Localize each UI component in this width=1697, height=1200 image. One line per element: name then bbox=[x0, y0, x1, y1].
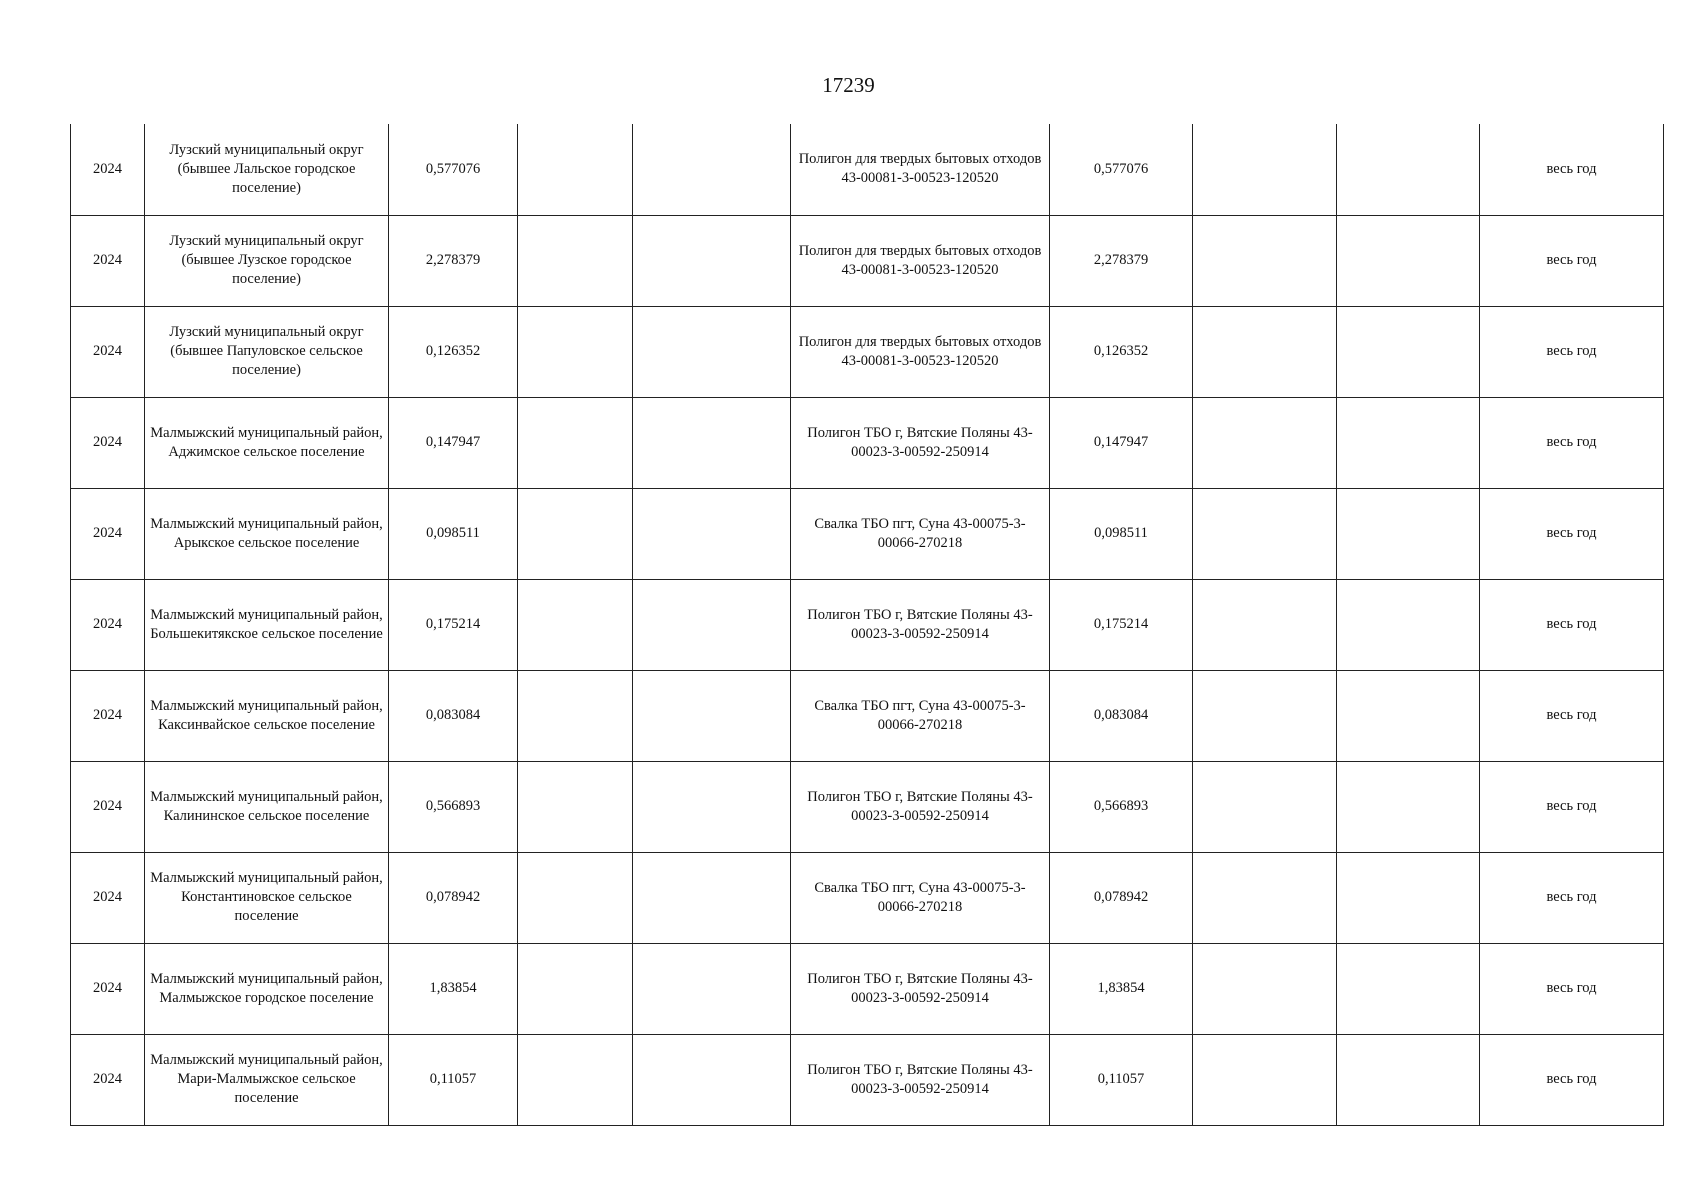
table-row bbox=[71, 943, 1664, 1034]
empty-cell bbox=[633, 1034, 791, 1125]
facility-volume-cell: 0,11057 bbox=[1050, 1034, 1193, 1125]
territory-cell: Малмыжский муниципальный район, Каксинвайское сельское поселение bbox=[145, 670, 389, 761]
volume-cell: 0,577076 bbox=[389, 124, 518, 215]
facility-volume-cell: 0,577076 bbox=[1050, 124, 1193, 215]
table-row bbox=[71, 215, 1664, 306]
period-cell: весь год bbox=[1480, 579, 1664, 670]
volume-cell: 0,126352 bbox=[389, 306, 518, 397]
period-cell: весь год bbox=[1480, 306, 1664, 397]
empty-cell bbox=[1337, 1034, 1480, 1125]
empty-cell bbox=[518, 215, 633, 306]
empty-cell bbox=[1193, 943, 1337, 1034]
period-cell: весь год bbox=[1480, 943, 1664, 1034]
empty-cell bbox=[1193, 852, 1337, 943]
territory-cell: Малмыжский муниципальный район, Арыкское сельское поселение bbox=[145, 488, 389, 579]
facility-volume-cell: 0,175214 bbox=[1050, 579, 1193, 670]
empty-cell bbox=[1337, 124, 1480, 215]
period-cell: весь год bbox=[1480, 852, 1664, 943]
table-body bbox=[71, 124, 1664, 1125]
empty-cell bbox=[1193, 670, 1337, 761]
facility-cell: Полигон ТБО г, Вятские Поляны 43-00023-3-00592-250914 bbox=[791, 1034, 1050, 1125]
table-row bbox=[71, 124, 1664, 215]
facility-cell: Свалка ТБО пгт, Суна 43-00075-3-00066-270218 bbox=[791, 670, 1050, 761]
volume-cell: 0,11057 bbox=[389, 1034, 518, 1125]
facility-cell: Полигон ТБО г, Вятские Поляны 43-00023-3-00592-250914 bbox=[791, 579, 1050, 670]
year-cell: 2024 bbox=[71, 397, 145, 488]
empty-cell bbox=[518, 761, 633, 852]
empty-cell bbox=[633, 943, 791, 1034]
empty-cell bbox=[1193, 1034, 1337, 1125]
facility-cell: Полигон для твердых бытовых отходов 43-00081-3-00523-120520 bbox=[791, 124, 1050, 215]
facility-volume-cell: 0,566893 bbox=[1050, 761, 1193, 852]
year-cell: 2024 bbox=[71, 1034, 145, 1125]
empty-cell bbox=[633, 488, 791, 579]
empty-cell bbox=[1337, 488, 1480, 579]
territory-cell: Малмыжский муниципальный район, Мари-Малмыжское сельское поселение bbox=[145, 1034, 389, 1125]
territory-cell: Малмыжский муниципальный район, Калининское сельское поселение bbox=[145, 761, 389, 852]
year-cell: 2024 bbox=[71, 943, 145, 1034]
table-row bbox=[71, 1034, 1664, 1125]
volume-cell: 0,083084 bbox=[389, 670, 518, 761]
empty-cell bbox=[1193, 488, 1337, 579]
period-cell: весь год bbox=[1480, 397, 1664, 488]
empty-cell bbox=[518, 943, 633, 1034]
volume-cell: 2,278379 bbox=[389, 215, 518, 306]
facility-cell: Полигон ТБО г, Вятские Поляны 43-00023-3-00592-250914 bbox=[791, 943, 1050, 1034]
empty-cell bbox=[633, 761, 791, 852]
year-cell: 2024 bbox=[71, 215, 145, 306]
volume-cell: 0,098511 bbox=[389, 488, 518, 579]
empty-cell bbox=[1337, 852, 1480, 943]
facility-cell: Полигон ТБО г, Вятские Поляны 43-00023-3-00592-250914 bbox=[791, 761, 1050, 852]
empty-cell bbox=[518, 306, 633, 397]
empty-cell bbox=[1337, 306, 1480, 397]
period-cell: весь год bbox=[1480, 1034, 1664, 1125]
period-cell: весь год bbox=[1480, 670, 1664, 761]
year-cell: 2024 bbox=[71, 852, 145, 943]
empty-cell bbox=[633, 215, 791, 306]
empty-cell bbox=[1337, 943, 1480, 1034]
empty-cell bbox=[518, 670, 633, 761]
facility-volume-cell: 0,126352 bbox=[1050, 306, 1193, 397]
facility-cell: Свалка ТБО пгт, Суна 43-00075-3-00066-270218 bbox=[791, 488, 1050, 579]
facility-cell: Полигон для твердых бытовых отходов 43-00081-3-00523-120520 bbox=[791, 306, 1050, 397]
period-cell: весь год bbox=[1480, 124, 1664, 215]
empty-cell bbox=[1337, 670, 1480, 761]
table-row bbox=[71, 761, 1664, 852]
volume-cell: 1,83854 bbox=[389, 943, 518, 1034]
empty-cell bbox=[633, 124, 791, 215]
period-cell: весь год bbox=[1480, 761, 1664, 852]
empty-cell bbox=[633, 397, 791, 488]
empty-cell bbox=[518, 397, 633, 488]
facility-volume-cell: 2,278379 bbox=[1050, 215, 1193, 306]
territory-cell: Лузский муниципальный округ (бывшее Папуловское сельское поселение) bbox=[145, 306, 389, 397]
table-row bbox=[71, 397, 1664, 488]
empty-cell bbox=[518, 124, 633, 215]
empty-cell bbox=[518, 488, 633, 579]
empty-cell bbox=[518, 1034, 633, 1125]
territory-cell: Лузский муниципальный округ (бывшее Лальское городское поселение) bbox=[145, 124, 389, 215]
volume-cell: 0,078942 bbox=[389, 852, 518, 943]
empty-cell bbox=[633, 852, 791, 943]
volume-cell: 0,566893 bbox=[389, 761, 518, 852]
empty-cell bbox=[518, 579, 633, 670]
facility-volume-cell: 0,078942 bbox=[1050, 852, 1193, 943]
empty-cell bbox=[1193, 397, 1337, 488]
table-row bbox=[71, 670, 1664, 761]
volume-cell: 0,147947 bbox=[389, 397, 518, 488]
table-row bbox=[71, 306, 1664, 397]
year-cell: 2024 bbox=[71, 306, 145, 397]
period-cell: весь год bbox=[1480, 488, 1664, 579]
empty-cell bbox=[633, 670, 791, 761]
territory-cell: Лузский муниципальный округ (бывшее Лузское городское поселение) bbox=[145, 215, 389, 306]
year-cell: 2024 bbox=[71, 579, 145, 670]
facility-volume-cell: 0,147947 bbox=[1050, 397, 1193, 488]
year-cell: 2024 bbox=[71, 670, 145, 761]
empty-cell bbox=[1337, 761, 1480, 852]
table-row bbox=[71, 579, 1664, 670]
facility-volume-cell: 0,098511 bbox=[1050, 488, 1193, 579]
facility-cell: Полигон ТБО г, Вятские Поляны 43-00023-3-00592-250914 bbox=[791, 397, 1050, 488]
empty-cell bbox=[1193, 124, 1337, 215]
facility-volume-cell: 0,083084 bbox=[1050, 670, 1193, 761]
empty-cell bbox=[1337, 215, 1480, 306]
empty-cell bbox=[1337, 579, 1480, 670]
facility-volume-cell: 1,83854 bbox=[1050, 943, 1193, 1034]
empty-cell bbox=[518, 852, 633, 943]
empty-cell bbox=[1193, 306, 1337, 397]
table-row bbox=[71, 852, 1664, 943]
page-number: 17239 bbox=[822, 73, 875, 97]
territory-cell: Малмыжский муниципальный район, Аджимское сельское поселение bbox=[145, 397, 389, 488]
data-table bbox=[70, 124, 1664, 1126]
facility-cell: Свалка ТБО пгт, Суна 43-00075-3-00066-270218 bbox=[791, 852, 1050, 943]
year-cell: 2024 bbox=[71, 488, 145, 579]
territory-cell: Малмыжский муниципальный район, Большекитякское сельское поселение bbox=[145, 579, 389, 670]
empty-cell bbox=[633, 306, 791, 397]
year-cell: 2024 bbox=[71, 761, 145, 852]
territory-cell: Малмыжский муниципальный район, Малмыжское городское поселение bbox=[145, 943, 389, 1034]
empty-cell bbox=[1193, 761, 1337, 852]
empty-cell bbox=[1337, 397, 1480, 488]
volume-cell: 0,175214 bbox=[389, 579, 518, 670]
year-cell: 2024 bbox=[71, 124, 145, 215]
territory-cell: Малмыжский муниципальный район, Константиновское сельское поселение bbox=[145, 852, 389, 943]
empty-cell bbox=[1193, 579, 1337, 670]
period-cell: весь год bbox=[1480, 215, 1664, 306]
table-row bbox=[71, 488, 1664, 579]
facility-cell: Полигон для твердых бытовых отходов 43-00081-3-00523-120520 bbox=[791, 215, 1050, 306]
empty-cell bbox=[633, 579, 791, 670]
empty-cell bbox=[1193, 215, 1337, 306]
